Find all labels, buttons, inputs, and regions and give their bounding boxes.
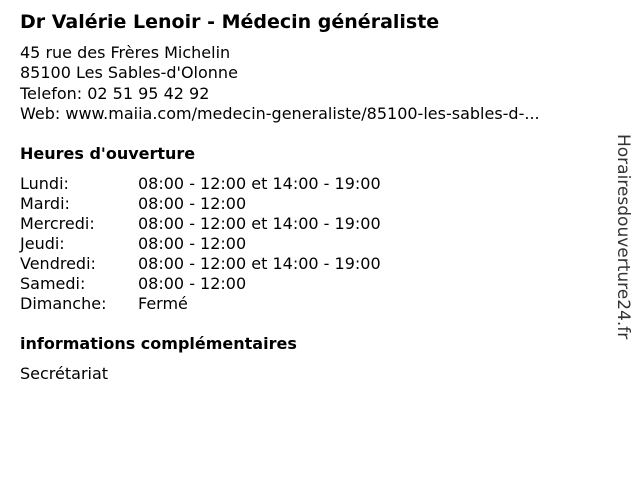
- hours-day: Mardi:: [20, 194, 70, 213]
- additional-info-heading: informations complémentaires: [20, 334, 297, 353]
- hours-day: Vendredi:: [20, 254, 96, 273]
- hours-row-saturday: [20, 274, 381, 294]
- hours-time: 08:00 - 12:00: [138, 234, 247, 253]
- city-address: 85100 Les Sables-d'Olonne: [20, 63, 238, 83]
- opening-hours-heading: Heures d'ouverture: [20, 144, 196, 163]
- street-address: 45 rue des Frères Michelin: [20, 43, 231, 62]
- hours-row-monday: [20, 174, 381, 194]
- page-title: Dr Valérie Lenoir - Médecin généraliste: [20, 11, 440, 33]
- hours-day: Samedi:: [20, 274, 86, 293]
- hours-row-tuesday: [20, 194, 381, 214]
- hours-row-friday: [20, 254, 381, 274]
- hours-time: 08:00 - 12:00: [138, 194, 247, 213]
- hours-row-sunday: [20, 294, 381, 314]
- site-watermark: Horairesdouverture24.fr: [613, 134, 633, 340]
- hours-day: Mercredi:: [20, 214, 95, 233]
- hours-day: Jeudi:: [20, 234, 65, 253]
- hours-row-wednesday: [20, 214, 381, 234]
- hours-time: 08:00 - 12:00: [138, 274, 247, 293]
- hours-time: 08:00 - 12:00 et 14:00 - 19:00: [138, 254, 381, 273]
- phone-number: Telefon: 02 51 95 42 92: [20, 83, 210, 103]
- opening-hours-table: [20, 174, 381, 314]
- additional-info-text: Secrétariat: [20, 364, 109, 383]
- website-link[interactable]: Web: www.maiia.com/medecin-generaliste/85100-les-sables-d-...: [20, 103, 540, 123]
- hours-time: 08:00 - 12:00 et 14:00 - 19:00: [138, 214, 381, 233]
- hours-time: 08:00 - 12:00 et 14:00 - 19:00: [138, 174, 381, 193]
- hours-time: Fermé: [138, 294, 188, 313]
- hours-row-thursday: [20, 234, 381, 254]
- hours-day: Dimanche:: [20, 294, 107, 313]
- hours-day: Lundi:: [20, 174, 69, 193]
- address-block: [20, 43, 540, 124]
